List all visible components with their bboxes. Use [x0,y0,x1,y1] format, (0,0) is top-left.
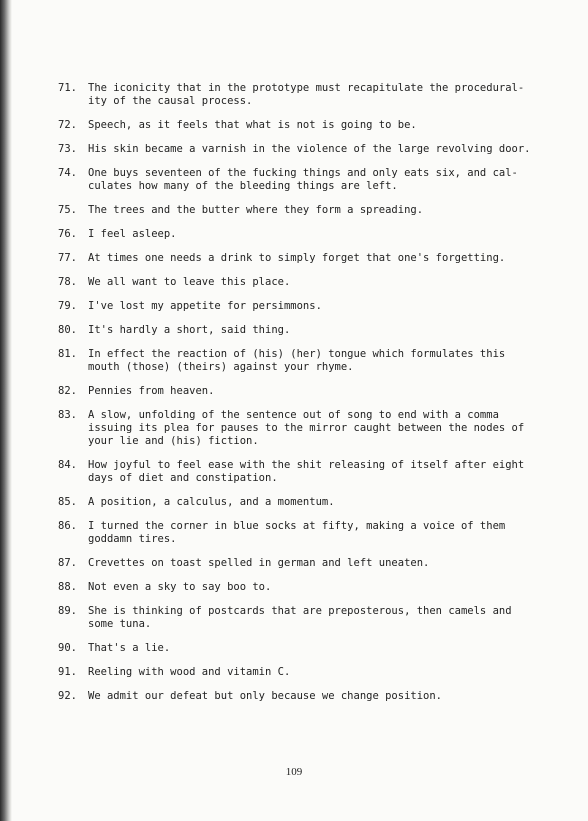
item-number: 78. [58,276,77,288]
item-text: Speech, as it feels that what is not is going to be. [88,119,417,131]
item-number: 76. [58,228,77,240]
numbered-list [58,82,533,714]
item-text: One buys seventeen of the fucking things and only eats six, and cal-culates how many of the bleeding things are left. [88,167,518,192]
item-number: 77. [58,252,77,264]
list-item [58,557,533,570]
item-text: Pennies from heaven. [88,385,215,397]
item-text: We admit our defeat but only because we change position. [88,690,443,702]
item-number: 71. [58,82,77,94]
item-number: 91. [58,666,77,678]
item-number: 90. [58,642,77,654]
list-item [58,82,533,108]
item-number: 85. [58,496,77,508]
list-item [58,143,533,156]
list-item [58,252,533,265]
list-item [58,496,533,509]
item-text: She is thinking of postcards that are preposterous, then camels and some tuna. [88,605,512,630]
item-number: 86. [58,520,77,532]
list-item [58,666,533,679]
item-number: 82. [58,385,77,397]
item-text: Crevettes on toast spelled in german and left uneaten. [88,557,430,569]
item-text: In effect the reaction of (his) (her) tongue which formulates this mouth (those) (theirs) against your rhyme. [88,348,506,373]
item-text: I feel asleep. [88,228,177,240]
item-number: 80. [58,324,77,336]
list-item [58,300,533,313]
item-text: I've lost my appetite for persimmons. [88,300,322,312]
list-item [58,459,533,485]
item-number: 72. [58,119,77,131]
item-text: A position, a calculus, and a momentum. [88,496,335,508]
item-number: 84. [58,459,77,471]
list-item [58,520,533,546]
list-item [58,348,533,374]
item-text: The trees and the butter where they form a spreading. [88,204,424,216]
item-number: 88. [58,581,77,593]
item-text: Reeling with wood and vitamin C. [88,666,291,678]
list-item [58,119,533,132]
item-text: That's a lie. [88,642,171,654]
item-number: 87. [58,557,77,569]
list-item [58,324,533,337]
item-number: 75. [58,204,77,216]
list-item [58,167,533,193]
item-text: I turned the corner in blue socks at fifty, making a voice of them goddamn tires. [88,520,506,545]
item-text: It's hardly a short, said thing. [88,324,291,336]
list-item [58,642,533,655]
list-item [58,605,533,631]
item-text: A slow, unfolding of the sentence out of song to end with a comma issuing its plea for pauses to the mirror caught between the nodes of your lie and (his) fiction. [88,409,525,447]
item-number: 74. [58,167,77,179]
list-item [58,276,533,289]
item-number: 83. [58,409,77,421]
binding-shadow [0,0,12,821]
item-text: How joyful to feel ease with the shit releasing of itself after eight days of diet and constipation. [88,459,525,484]
item-number: 73. [58,143,77,155]
list-item [58,204,533,217]
list-item [58,581,533,594]
list-item [58,409,533,448]
item-number: 89. [58,605,77,617]
item-number: 81. [58,348,77,360]
list-item [58,385,533,398]
item-text: We all want to leave this place. [88,276,291,288]
list-item [58,228,533,241]
item-text: His skin became a varnish in the violence of the large revolving door. [88,143,531,155]
item-text: At times one needs a drink to simply forget that one's forgetting. [88,252,506,264]
list-item [58,690,533,703]
page-number: 109 [285,766,303,778]
item-number: 79. [58,300,77,312]
item-text: The iconicity that in the prototype must recapitulate the procedural-ity of the causal process. [88,82,525,107]
item-number: 92. [58,690,77,702]
item-text: Not even a sky to say boo to. [88,581,272,593]
